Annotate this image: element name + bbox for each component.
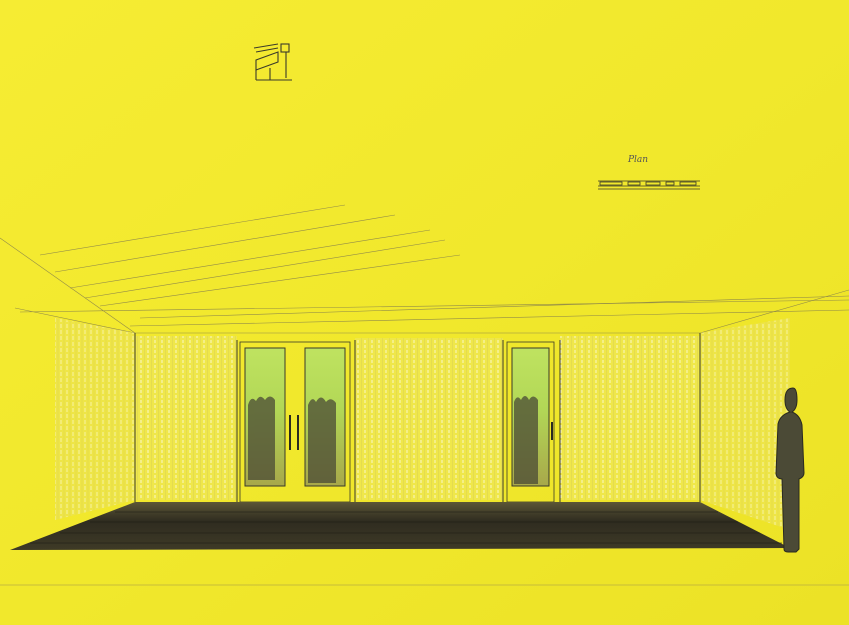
plan-label: Plan xyxy=(628,155,649,165)
back-curtain-left xyxy=(135,336,237,500)
back-curtain-right xyxy=(560,336,700,500)
back-curtain-center xyxy=(355,338,503,500)
right-wall-curtain xyxy=(700,318,790,530)
left-wall-curtain xyxy=(55,318,135,520)
